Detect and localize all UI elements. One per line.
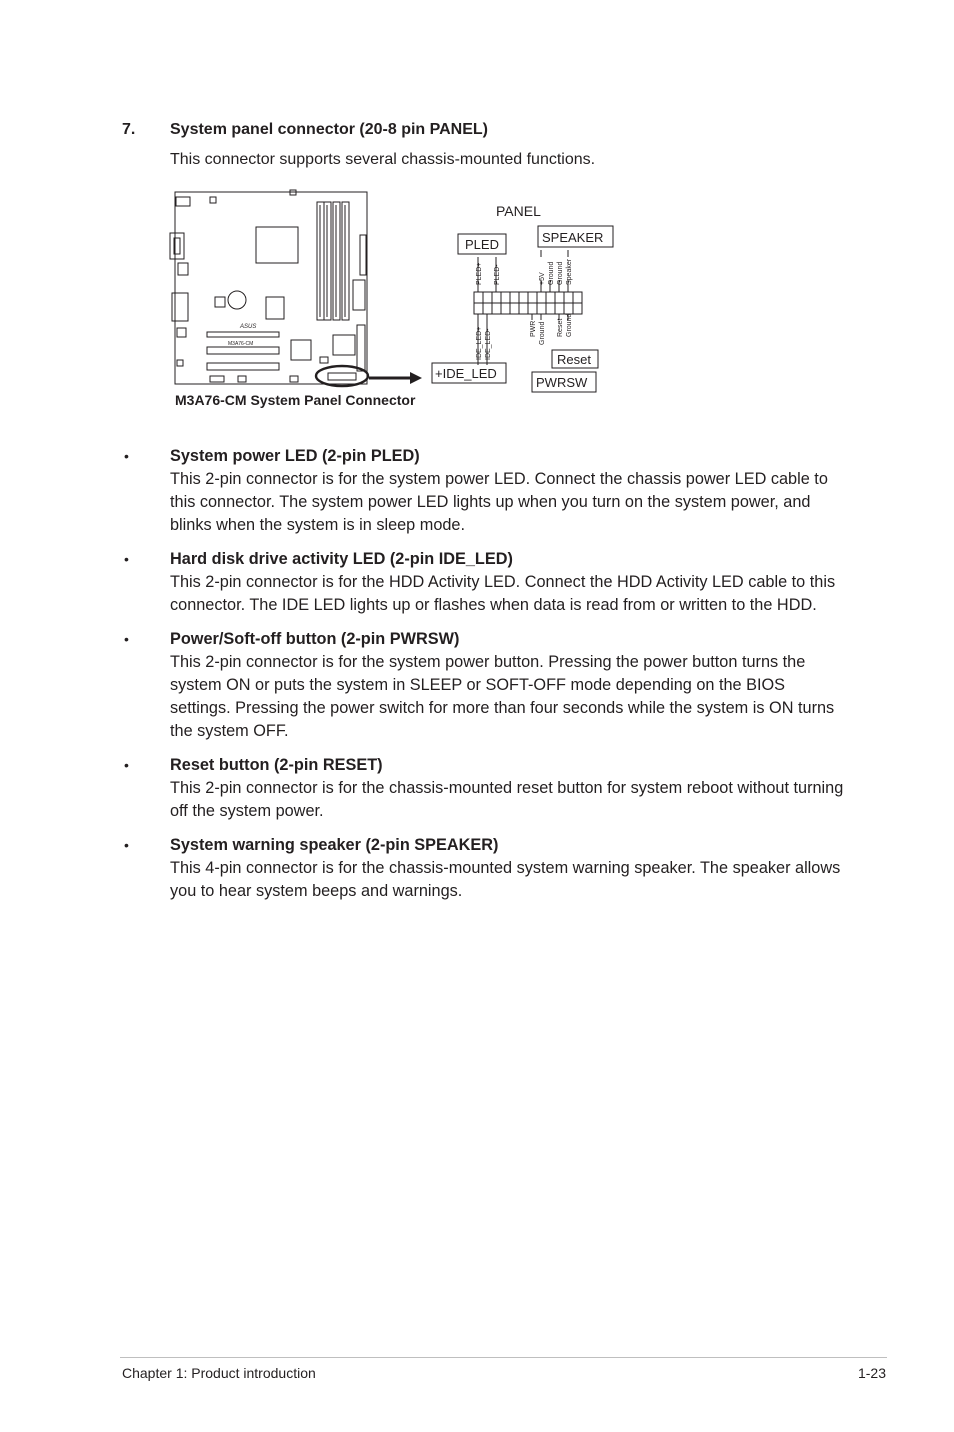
item-text: This 4-pin connector is for the chassis-mounted system warning speaker. The speaker allows you to hear system beeps and warnings.: [170, 859, 841, 900]
item-title: Hard disk drive activity LED (2-pin IDE_LED): [170, 550, 513, 568]
pin-label-5v: +5V: [539, 272, 546, 285]
pin-label-ground-2: Ground: [557, 261, 564, 285]
item-title: Reset button (2-pin RESET): [170, 756, 383, 774]
arrow-right-icon: [369, 372, 422, 384]
diagram-caption: M3A76-CM System Panel Connector: [175, 392, 416, 408]
speaker-label: SPEAKER: [542, 230, 604, 245]
item-text: This 2-pin connector is for the chassis-mounted reset button for system reboot without turning off the system power.: [170, 779, 844, 820]
footer-divider: [120, 1357, 887, 1358]
list-item: [115, 548, 850, 617]
reset-label: Reset: [557, 352, 591, 367]
pin-label-ide-led-plus: IDE_LED+: [476, 326, 483, 360]
pin-label-pled-plus: PLED+: [476, 262, 483, 285]
pin-label-pwr: PWR: [530, 320, 537, 337]
bullet-marker: •: [124, 631, 129, 647]
pled-label: PLED: [465, 237, 499, 252]
pin-label-reset: Reset: [557, 318, 564, 337]
board-model-label: M3A76-CM: [228, 341, 254, 347]
pin-label-ground-1: Ground: [548, 261, 555, 285]
item-title: System warning speaker (2-pin SPEAKER): [170, 836, 499, 854]
pin-label-speaker: Speaker: [566, 258, 573, 285]
pin-label-ide-led-minus: IDE_LED-: [485, 328, 492, 360]
footer-chapter: Chapter 1: Product introduction: [122, 1365, 316, 1381]
connector-list: [115, 445, 850, 914]
bullet-marker: •: [124, 837, 129, 853]
item-text: This 2-pin connector is for the system power LED. Connect the chassis power LED cable to this connector. The system power LED lights up when you turn on the system power, and blinks when the system is in sleep mode.: [170, 470, 828, 534]
pin-label-pled-minus: PLED-: [494, 264, 501, 285]
list-item: [115, 834, 850, 903]
section-intro: This connector supports several chassis-mounted functions.: [170, 151, 596, 168]
bullet-marker: •: [124, 757, 129, 773]
motherboard-illustration: [170, 190, 368, 386]
list-item: [115, 754, 850, 823]
section-title: System panel connector (20-8 pin PANEL): [170, 121, 488, 138]
item-title: System power LED (2-pin PLED): [170, 447, 420, 465]
pin-label-ground-4: Ground: [566, 313, 573, 337]
panel-connector-diagram: [160, 185, 630, 400]
list-item: [115, 445, 850, 537]
pin-label-ground-3: Ground: [539, 321, 546, 345]
list-item: [115, 628, 850, 743]
bullet-marker: •: [124, 448, 129, 464]
item-text: This 2-pin connector is for the HDD Activity LED. Connect the HDD Activity LED cable to this connector. The IDE LED lights up or flashes when data is read from or written to the HDD.: [170, 573, 836, 614]
footer-page-number: 1-23: [857, 1365, 886, 1381]
bullet-marker: •: [124, 551, 129, 567]
section-number: 7.: [122, 121, 136, 138]
pwrsw-label: PWRSW: [536, 375, 588, 390]
ide-led-label: +IDE_LED: [435, 366, 497, 381]
panel-header-label: PANEL: [496, 203, 541, 219]
item-text: This 2-pin connector is for the system power button. Pressing the power button turns the system ON or puts the system in SLEEP or SOFT-OFF mode depending on the BIOS settings. Pressing the power switch for more than four seconds while the system is ON turns the system OFF.: [170, 653, 835, 740]
board-logo: ASUS: [240, 324, 257, 330]
item-title: Power/Soft-off button (2-pin PWRSW): [170, 630, 460, 648]
